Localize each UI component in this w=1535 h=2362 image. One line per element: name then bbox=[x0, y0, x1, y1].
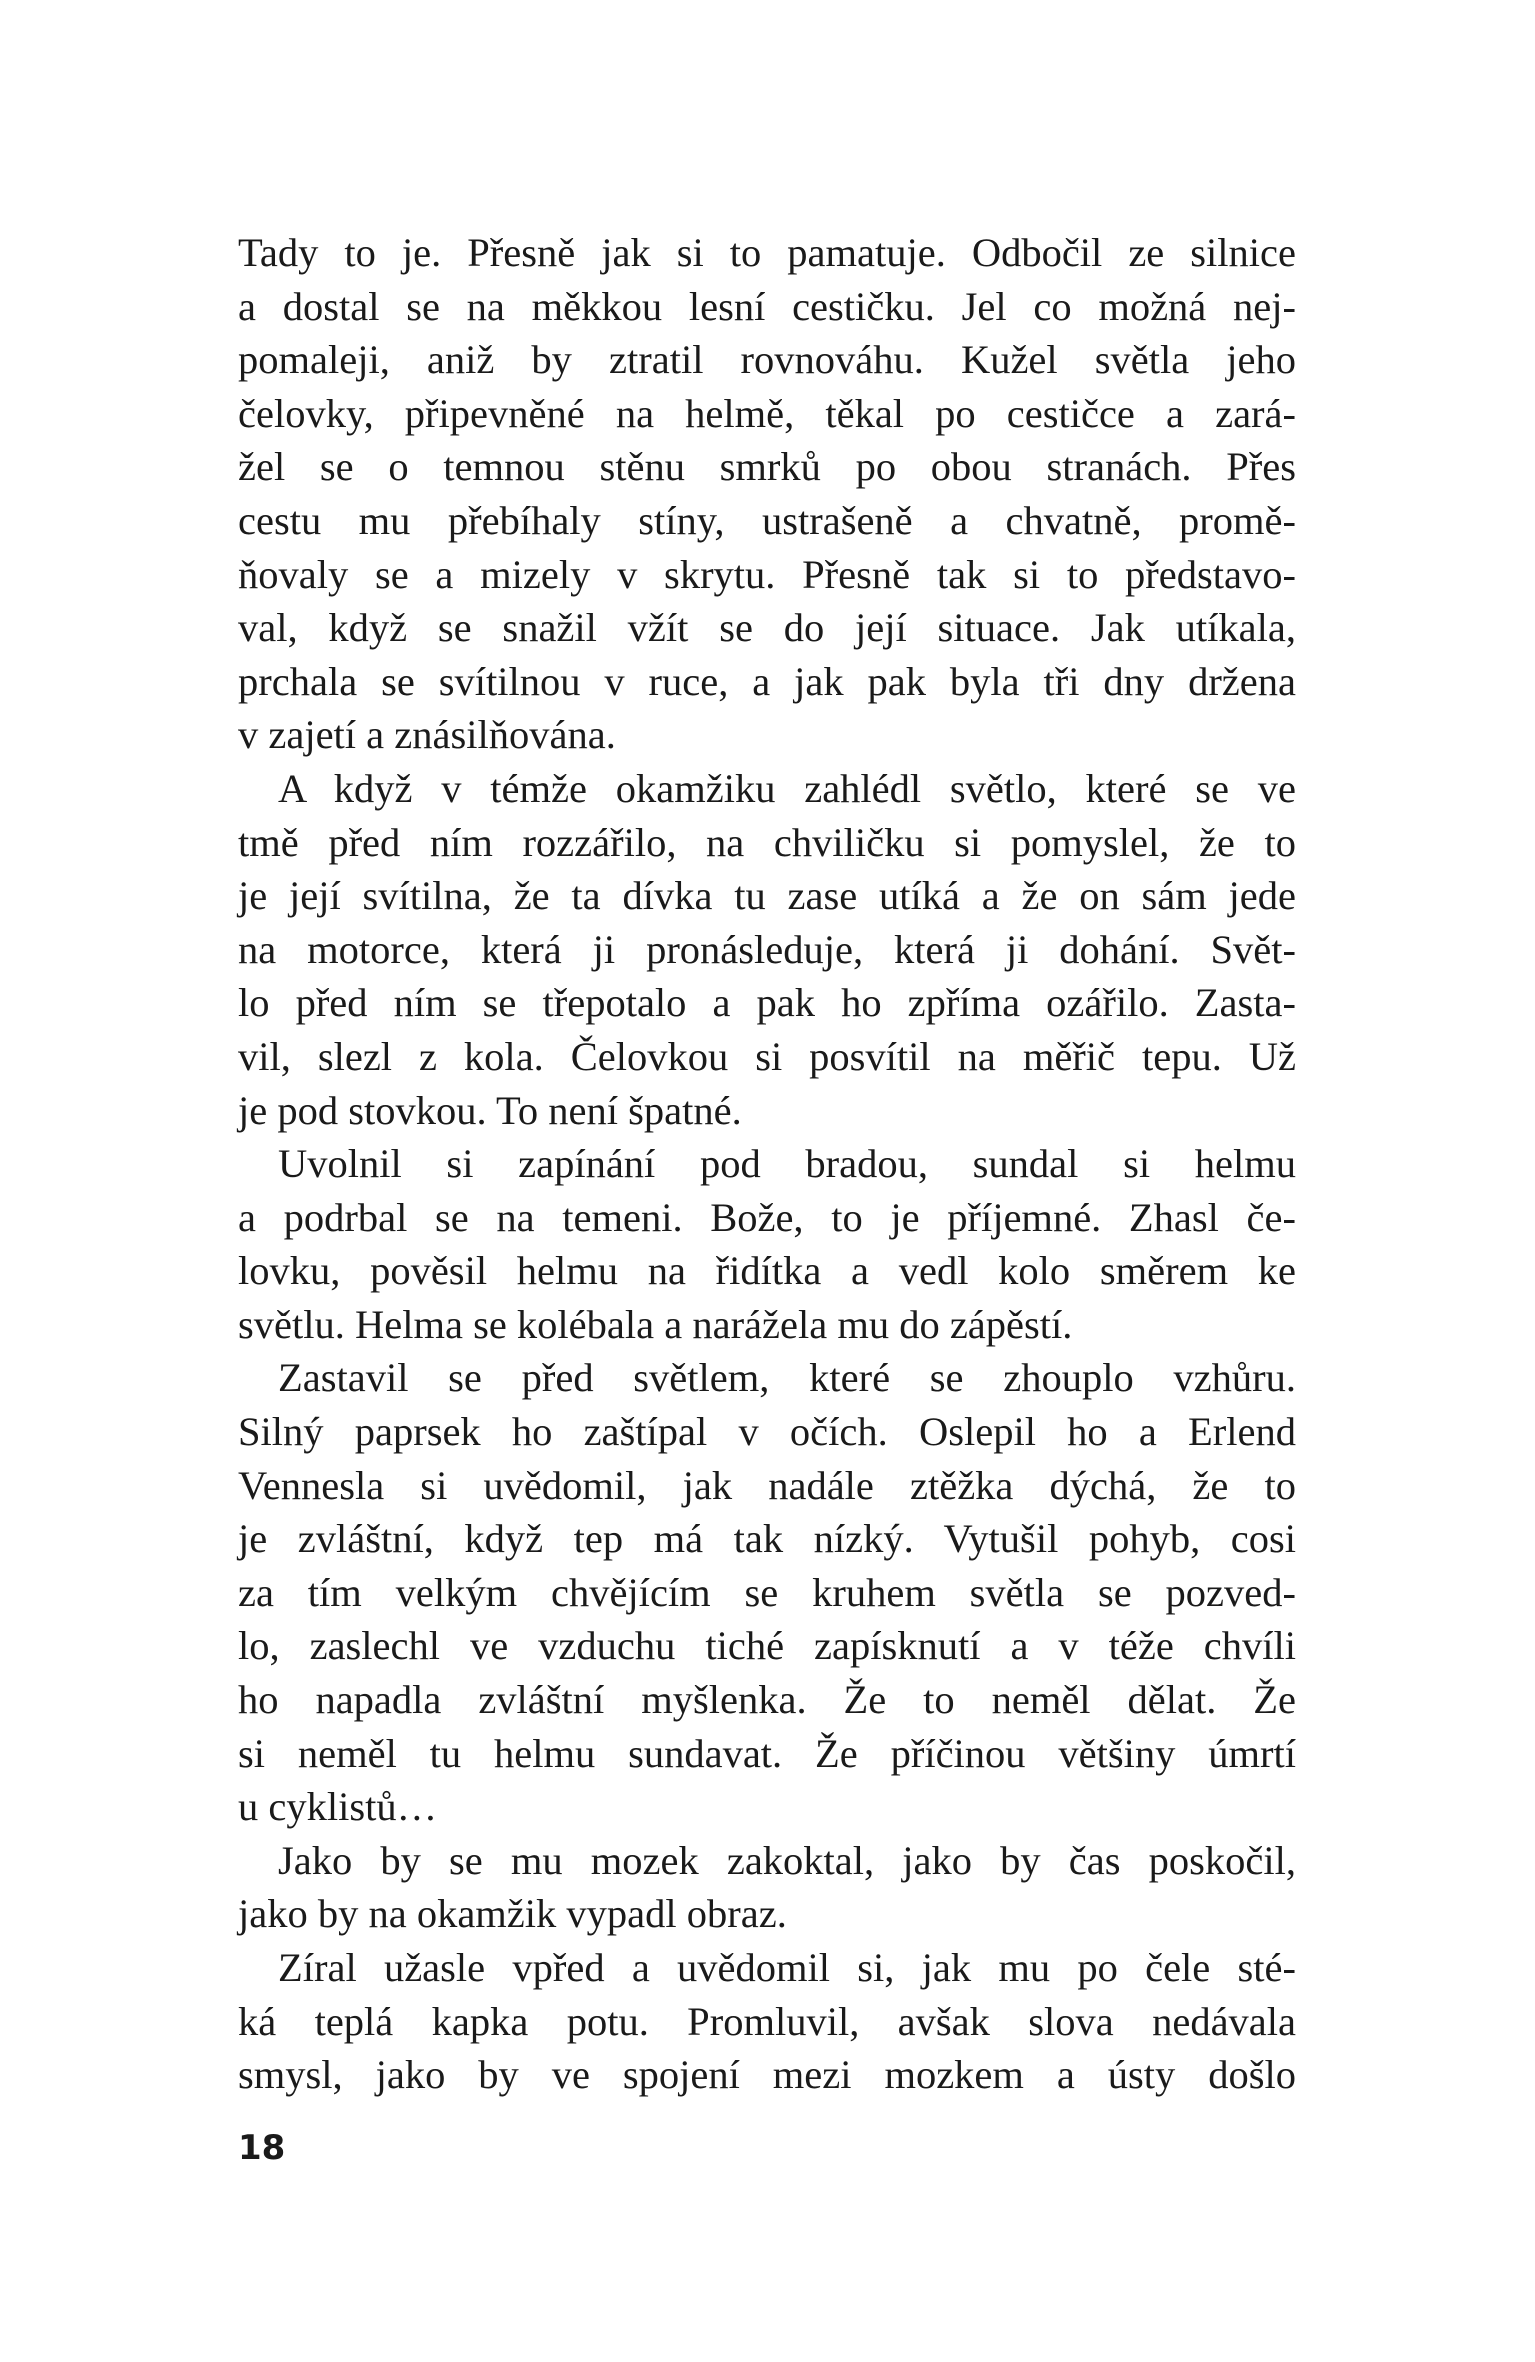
page-number: 18 bbox=[238, 2128, 286, 2168]
text-line: ká teplá kapka potu. Promluvil, avšak slova nedávala bbox=[238, 1998, 1296, 2044]
text-line: Zastavil se před světlem, které se zhouplo vzhůru. bbox=[278, 1355, 1296, 1401]
text-line: světlu. Helma se kolébala a narážela mu do zápěstí. bbox=[238, 1301, 1073, 1347]
paragraph-2 bbox=[238, 762, 1296, 1137]
text-line: A když v témže okamžiku zahlédl světlo, které se ve bbox=[278, 765, 1296, 811]
text-line: u cyklistů… bbox=[238, 1784, 438, 1830]
paragraph-4 bbox=[238, 1351, 1296, 1833]
text-line: pomaleji, aniž by ztratil rovnováhu. Kužel světla jeho bbox=[238, 337, 1296, 383]
text-line: Silný paprsek ho zaštípal v očích. Oslepil ho a Erlend bbox=[238, 1409, 1296, 1455]
text-line: lo před ním se třepotalo a pak ho zpříma ozářilo. Zasta- bbox=[238, 980, 1296, 1026]
text-line: žel se o temnou stěnu smrků po obou stranách. Přes bbox=[238, 444, 1296, 490]
text-line: a podrbal se na temeni. Bože, to je příjemné. Zhasl če- bbox=[238, 1194, 1296, 1240]
text-line: za tím velkým chvějícím se kruhem světla se pozved- bbox=[238, 1569, 1296, 1615]
text-line: si neměl tu helmu sundavat. Že příčinou většiny úmrtí bbox=[238, 1730, 1296, 1776]
text-line: vil, slezl z kola. Čelovkou si posvítil na měřič tepu. Už bbox=[238, 1033, 1296, 1079]
text-line: jako by na okamžik vypadl obraz. bbox=[238, 1891, 787, 1937]
text-line: Jako by se mu mozek zakoktal, jako by čas poskočil, bbox=[278, 1837, 1296, 1883]
text-line: lovku, pověsil helmu na řidítka a vedl kolo směrem ke bbox=[238, 1248, 1296, 1294]
text-line: Vennesla si uvědomil, jak nadále ztěžka dýchá, že to bbox=[238, 1462, 1296, 1508]
text-line: v zajetí a znásilňována. bbox=[238, 712, 616, 758]
text-line: čelovky, připevněné na helmě, těkal po cestičce a zará- bbox=[238, 390, 1296, 436]
text-line: na motorce, která ji pronásleduje, která ji dohání. Svět- bbox=[238, 926, 1296, 972]
text-line: Uvolnil si zapínání pod bradou, sundal si helmu bbox=[278, 1141, 1296, 1187]
paragraph-1 bbox=[238, 226, 1296, 762]
text-line: Tady to je. Přesně jak si to pamatuje. Odbočil ze silnice bbox=[238, 230, 1296, 275]
text-line: lo, zaslechl ve vzduchu tiché zapísknutí a v téže chvíli bbox=[238, 1623, 1296, 1669]
text-line: ňovaly se a mizely v skrytu. Přesně tak si to představo- bbox=[238, 551, 1296, 597]
text-line: val, když se snažil vžít se do její situace. Jak utíkala, bbox=[238, 605, 1296, 651]
text-line: je zvláštní, když tep má tak nízký. Vytušil pohyb, cosi bbox=[238, 1516, 1296, 1562]
text-line: smysl, jako by ve spojení mezi mozkem a ústy došlo bbox=[238, 2052, 1296, 2098]
paragraph-5 bbox=[238, 1834, 1296, 1941]
body-text bbox=[238, 226, 1296, 2102]
text-line: prchala se svítilnou v ruce, a jak pak byla tři dny držena bbox=[238, 658, 1296, 704]
text-line: Zíral užasle vpřed a uvědomil si, jak mu po čele sté- bbox=[278, 1945, 1296, 1990]
text-line: je její svítilna, že ta dívka tu zase utíká a že on sám jede bbox=[238, 873, 1296, 919]
text-line: cestu mu přebíhaly stíny, ustrašeně a chvatně, promě- bbox=[238, 497, 1296, 543]
text-line: tmě před ním rozzářilo, na chviličku si pomyslel, že to bbox=[238, 819, 1296, 865]
text-line: ho napadla zvláštní myšlenka. Že to neměl dělat. Že bbox=[238, 1677, 1296, 1723]
text-line: a dostal se na měkkou lesní cestičku. Jel co možná nej- bbox=[238, 283, 1296, 329]
paragraph-3 bbox=[238, 1137, 1296, 1351]
paragraph-6 bbox=[238, 1941, 1296, 2102]
text-line: je pod stovkou. To není špatné. bbox=[238, 1087, 742, 1133]
